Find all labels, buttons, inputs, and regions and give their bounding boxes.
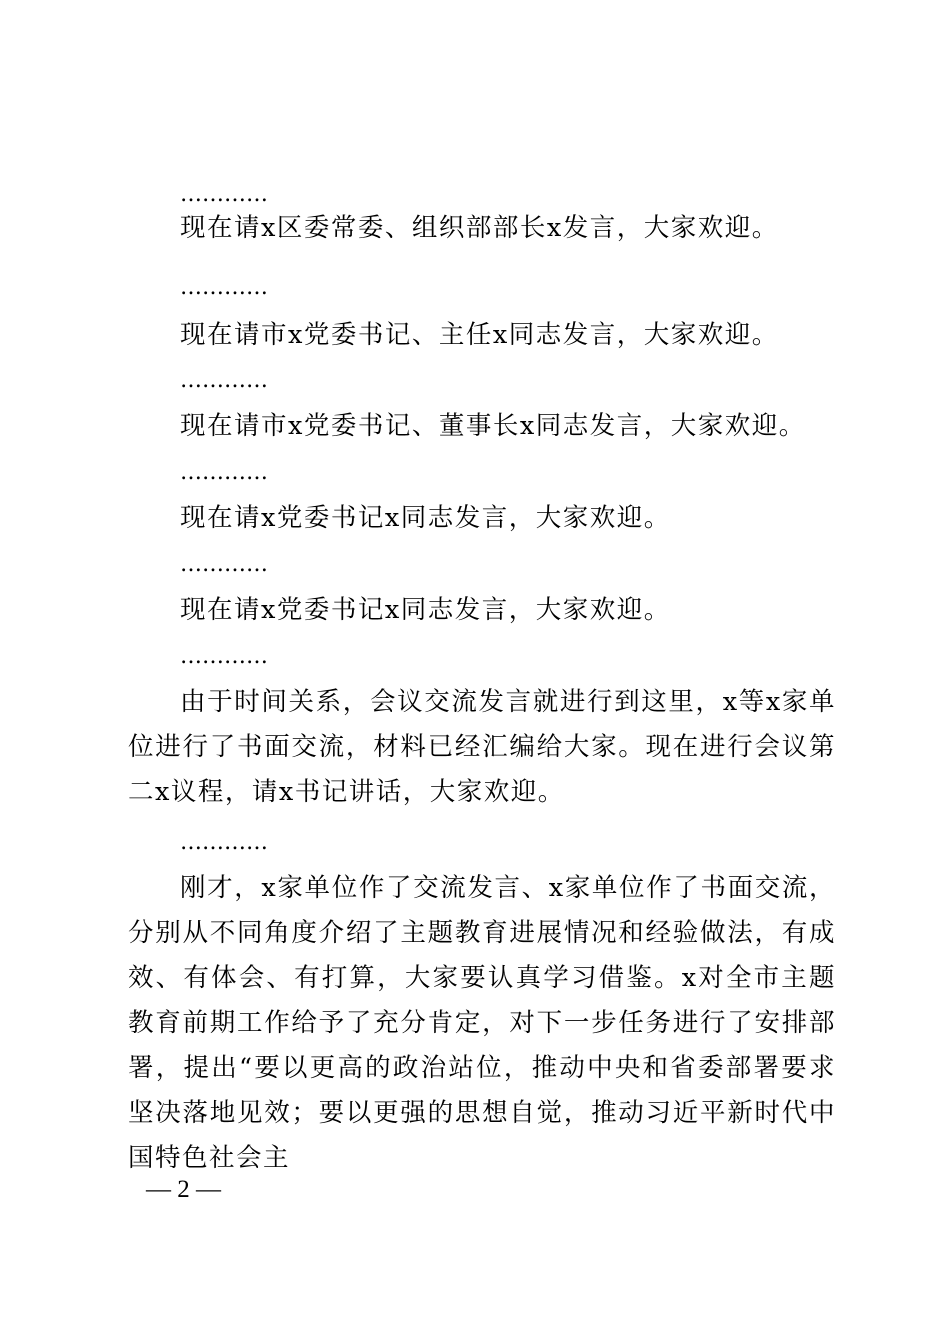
text-line: 现在请x区委常委、组织部部长x发言，大家欢迎。	[180, 213, 779, 243]
ellipsis-separator: …………	[180, 644, 268, 669]
ellipsis-separator: …………	[180, 182, 268, 207]
page-number: — 2 —	[146, 1176, 221, 1203]
paragraph: 由于时间关系，会议交流发言就进行到这里，x等x家单位进行了书面交流，材料已经汇编给大家。现在进行会议第二x议程，请x书记讲话，大家欢迎。	[128, 687, 836, 807]
text-line: 现在请市x党委书记、董事长x同志发言，大家欢迎。	[180, 411, 806, 441]
paragraph: 刚才，x家单位作了交流发言、x家单位作了书面交流，分别从不同角度介绍了主题教育进展情况和经验做法，有成效、有体会、有打算，大家要认真学习借鉴。x对全市主题教育前期工作给予了充分肯定，对下一步任务进行了安排部署，提出“要以更高的政治站位，推动中央和省委部署要求坚决落地见效；要以更强的思想自觉，推动习近平新时代中国特色社会主	[128, 873, 836, 1173]
ellipsis-separator: …………	[180, 368, 268, 393]
ellipsis-separator: …………	[180, 552, 268, 577]
ellipsis-separator: …………	[180, 830, 268, 855]
text-line: 现在请x党委书记x同志发言，大家欢迎。	[180, 595, 671, 625]
ellipsis-separator: …………	[180, 460, 268, 485]
ellipsis-separator: …………	[180, 275, 268, 300]
text-line: 现在请市x党委书记、主任x同志发言，大家欢迎。	[180, 320, 779, 350]
text-line: 现在请x党委书记x同志发言，大家欢迎。	[180, 503, 671, 533]
